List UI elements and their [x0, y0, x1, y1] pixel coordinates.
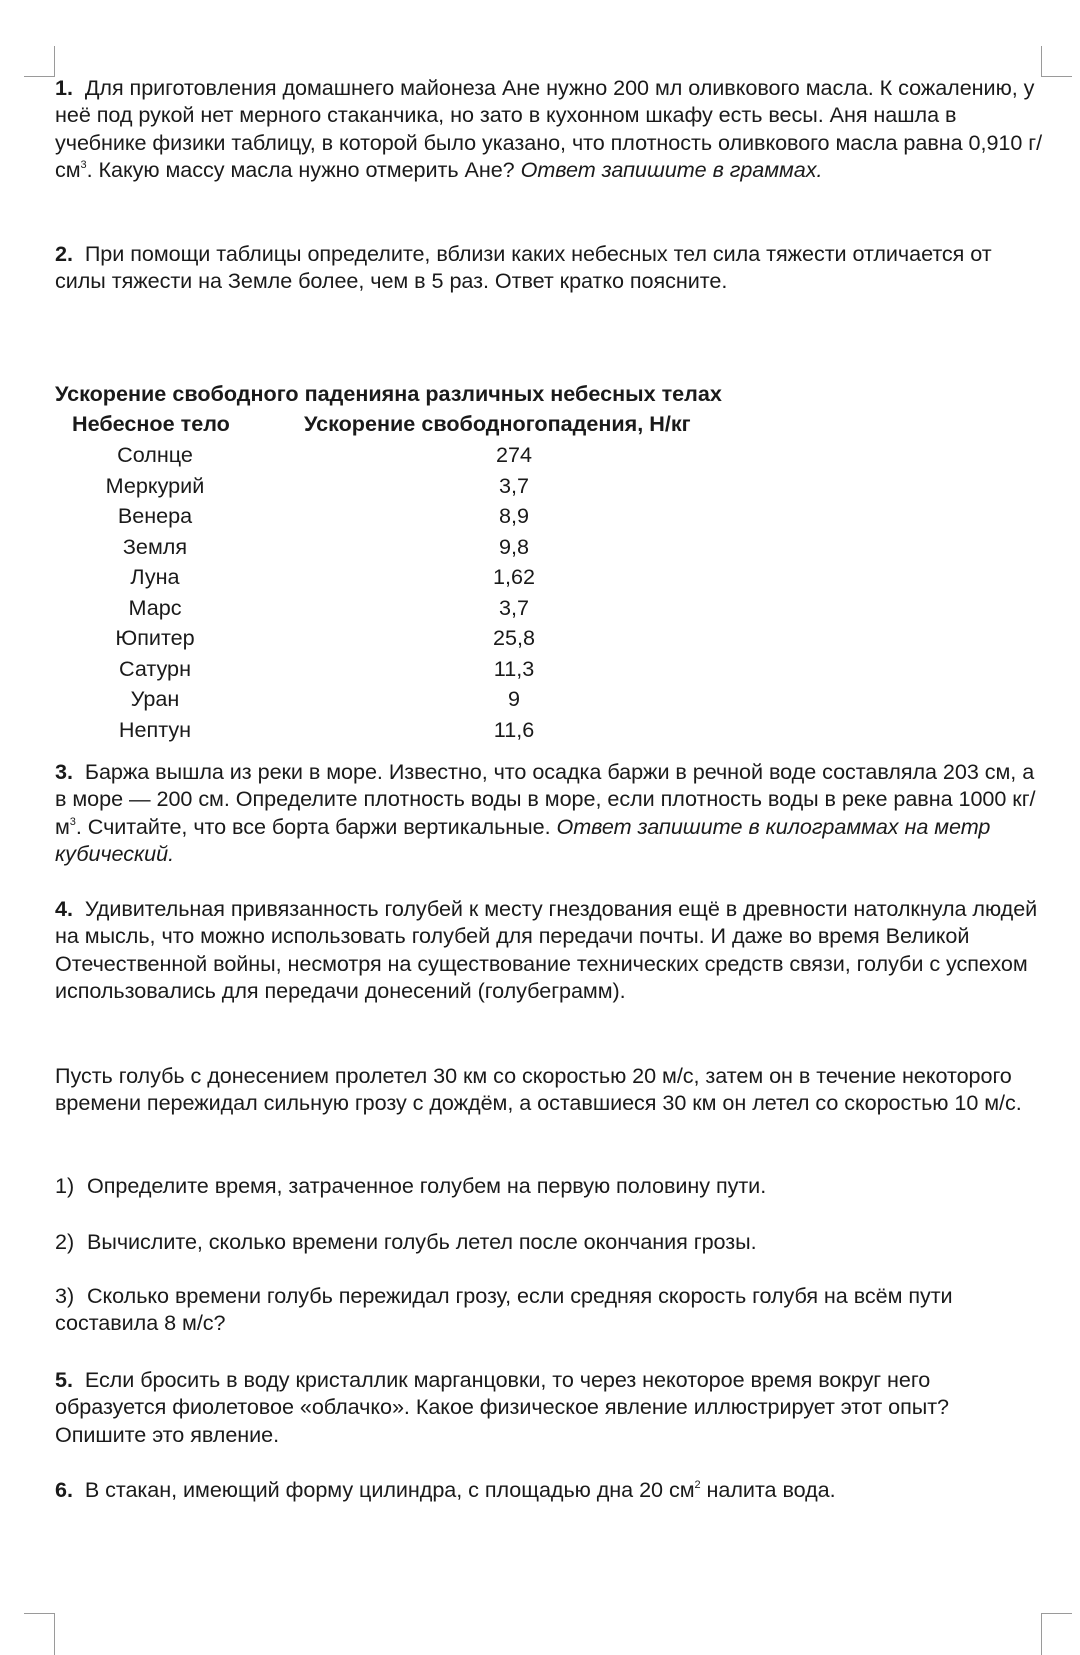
task-4-conditions	[55, 1062, 1045, 1117]
question-number: 1)	[55, 1173, 75, 1198]
superscript: 2	[694, 1479, 701, 1491]
page-margin-corner-bottom-right	[1041, 1613, 1072, 1655]
table-cell-value: 25,8	[492, 625, 536, 650]
answer-instruction: Ответ запишите в граммах.	[520, 157, 823, 183]
task-4-question-1	[55, 1172, 1045, 1199]
question-number: 3)	[55, 1283, 75, 1308]
answer-instruction: Ответ запишите в килограммах на метр кубический.	[55, 813, 991, 867]
task-text: Удивительная привязанность голубей к месту гнездования ещё в древности натолкнула людей на мысль, что можно использовать голубей для передачи почты. И даже во время Великой Отечественной войны, несмотря на существование технических средств связи, голуби с успехом использовались для передачи донесений (голубеграмм).	[55, 896, 1038, 1004]
table-row	[0, 593, 1080, 624]
table-cell-value: 9	[507, 686, 520, 711]
table-cell-body: Солнце	[117, 442, 193, 467]
task-4	[55, 895, 1045, 1005]
table-row	[0, 440, 1080, 471]
table-cell-value: 3,7	[498, 594, 530, 620]
task-text: Пусть голубь с донесением пролетел 30 км со скоростью 20 м/с, затем он в течение некоторого времени пережидал сильную грозу с дождём, а оставшиеся 30 км он летел со скоростью 10 м/с.	[55, 1063, 1022, 1116]
table-cell-value: 8,9	[498, 503, 530, 528]
task-text-cont: . Считайте, что все борта баржи вертикальные.	[75, 813, 557, 839]
page-margin-corner-top-right	[1041, 46, 1072, 77]
table-cell-value: 11,3	[493, 655, 535, 681]
task-number: 1.	[55, 75, 73, 100]
task-1	[55, 74, 1045, 184]
table-cell-body: Земля	[122, 533, 188, 559]
table-row	[0, 562, 1080, 593]
table-cell-value: 274	[495, 442, 533, 467]
superscript: 3	[80, 159, 87, 172]
superscript: 3	[69, 815, 76, 828]
task-number: 6.	[55, 1477, 73, 1502]
table-row	[0, 532, 1080, 563]
page-margin-corner-bottom-left	[24, 1613, 55, 1655]
table-cell-value: 1,62	[492, 564, 536, 589]
table-cell-value: 9,8	[498, 533, 530, 559]
task-text: Если бросить в воду кристаллик марганцовки, то через некоторое время вокруг него образуется фиолетовое «облачко». Какое физическое явление иллюстрирует этот опыт? Опишите это явление.	[55, 1367, 949, 1447]
question-text: Сколько времени голубь пережидал грозу, если средняя скорость голубя на всём пути составила 8 м/с?	[55, 1283, 953, 1336]
table-header-body: Небесное тело	[72, 411, 230, 436]
table-cell-value: 11,6	[493, 716, 535, 742]
question-text: Определите время, затраченное голубем на первую половину пути.	[87, 1173, 767, 1198]
task-number: 5.	[55, 1367, 73, 1392]
table-cell-value: 3,7	[498, 472, 530, 498]
task-text: При помощи таблицы определите, вблизи каких небесных тел сила тяжести отличается от силы тяжести на Земле более, чем в 5 раз. Ответ кратко поясните.	[55, 241, 992, 294]
task-text-cont: налита вода.	[700, 1477, 836, 1502]
table-cell-body: Луна	[130, 564, 180, 589]
table-row	[0, 684, 1080, 715]
table-row	[0, 501, 1080, 532]
table-title: Ускорение свободного паденияна различных небесных телах	[55, 381, 722, 406]
table-row	[0, 654, 1080, 685]
table-cell-body: Нептун	[118, 716, 192, 742]
task-number: 2.	[55, 241, 73, 266]
task-4-question-2	[55, 1228, 1045, 1255]
task-6	[55, 1476, 1045, 1503]
table-header-acceleration: Ускорение свободногопадения, Н/кг	[304, 411, 691, 436]
table-row	[0, 623, 1080, 654]
table-body	[0, 440, 1080, 745]
table-cell-body: Уран	[130, 686, 180, 711]
table-cell-body: Сатурн	[119, 655, 191, 681]
table-cell-body: Марс	[128, 594, 182, 620]
table-cell-body: Венера	[117, 503, 193, 528]
question-text: Вычислите, сколько времени голубь летел после окончания грозы.	[87, 1229, 757, 1254]
task-text: Баржа вышла из реки в море. Известно, что осадка баржи в речной воде составляла 203 см, а в море — 200 см. Определите плотность воды в море, если плотность воды в реке равна 1000 кг/м	[55, 759, 1036, 839]
task-3	[55, 758, 1045, 868]
task-text: В стакан, имеющий форму цилиндра, с площадью дна 20 см	[84, 1477, 695, 1502]
page-margin-corner-top-left	[24, 46, 55, 77]
table-row	[0, 471, 1080, 502]
question-number: 2)	[55, 1229, 75, 1254]
table-cell-body: Меркурий	[105, 472, 205, 498]
table-cell-body: Юпитер	[115, 625, 195, 650]
table-row	[0, 715, 1080, 746]
task-5	[55, 1366, 1045, 1448]
task-text-cont: . Какую массу масла нужно отмерить Ане?	[86, 157, 521, 183]
task-4-question-3	[55, 1282, 1045, 1337]
task-2	[55, 240, 1045, 295]
task-number: 3.	[55, 759, 73, 784]
task-text: Для приготовления домашнего майонеза Ане нужно 200 мл оливкового масла. К сожалению, у неё под рукой нет мерного стаканчика, но зато в кухонном шкафу есть весы. Аня нашла в учебнике физики таблицу, в которой было указано, что плотность оливкового масла равна 0,910 г/см	[55, 75, 1043, 183]
task-number: 4.	[55, 896, 73, 921]
